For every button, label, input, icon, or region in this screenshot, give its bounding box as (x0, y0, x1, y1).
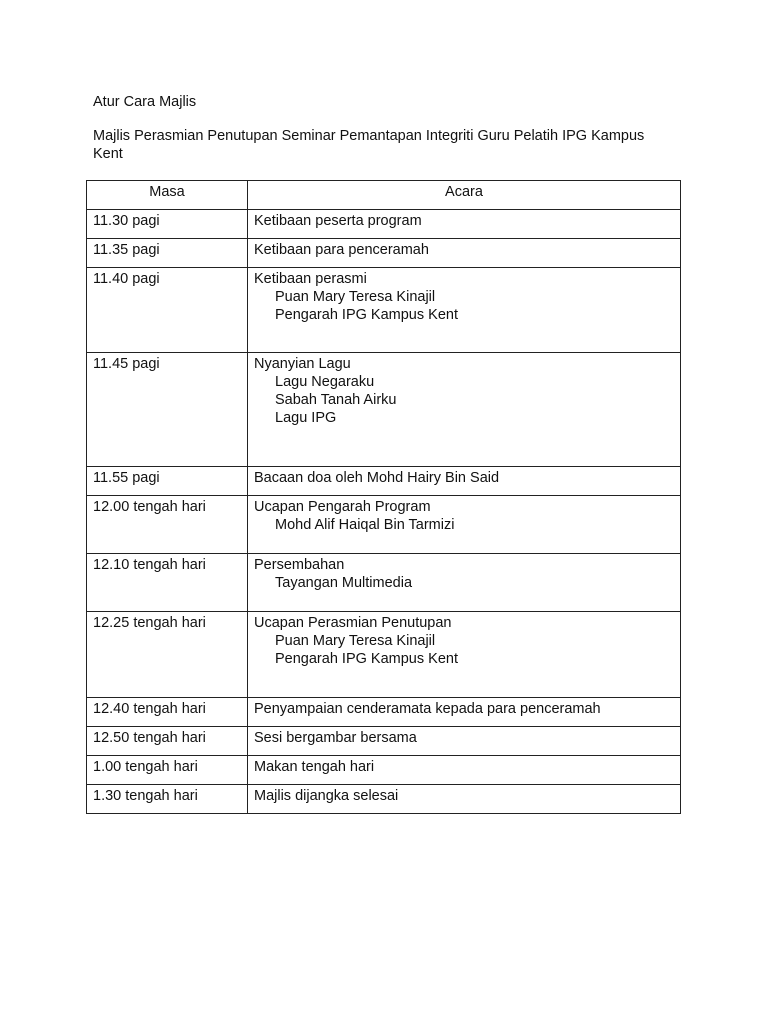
event-cell (248, 353, 681, 467)
event-cell (248, 785, 681, 814)
table-row (87, 467, 681, 496)
event-cell (248, 554, 681, 612)
event-detail: Pengarah IPG Kampus Kent (275, 651, 458, 667)
column-header-acara: Acara (248, 181, 681, 210)
time-cell: 12.10 tengah hari (87, 554, 248, 612)
table-row (87, 785, 681, 814)
table-row (87, 698, 681, 727)
event-title: Persembahan (254, 557, 345, 573)
event-cell (248, 268, 681, 353)
event-cell (248, 467, 681, 496)
time-cell: 12.50 tengah hari (87, 727, 248, 756)
table-row (87, 268, 681, 353)
event-detail: Puan Mary Teresa Kinajil (275, 633, 436, 649)
event-detail: Sabah Tanah Airku (275, 392, 397, 408)
table-row (87, 210, 681, 239)
page-subtitle: Majlis Perasmian Penutupan Seminar Pemantapan Integriti Guru Pelatih IPG Kampus Kent (93, 128, 645, 162)
event-title: Makan tengah hari (254, 759, 375, 775)
event-title: Ucapan Pengarah Program (254, 499, 431, 515)
event-cell (248, 210, 681, 239)
time-cell: 11.35 pagi (87, 239, 248, 268)
event-cell (248, 698, 681, 727)
page-title: Atur Cara Majlis (93, 94, 197, 110)
event-detail: Mohd Alif Haiqal Bin Tarmizi (275, 517, 455, 533)
table-header-row (87, 181, 681, 210)
table-row (87, 756, 681, 785)
table-row (87, 612, 681, 698)
table-row (87, 353, 681, 467)
table-row (87, 496, 681, 554)
time-cell: 11.55 pagi (87, 467, 248, 496)
time-cell: 11.40 pagi (87, 268, 248, 353)
time-cell: 11.45 pagi (87, 353, 248, 467)
event-detail: Tayangan Multimedia (275, 575, 413, 591)
event-cell (248, 496, 681, 554)
agenda-table (86, 180, 681, 814)
event-cell (248, 756, 681, 785)
event-title: Ucapan Perasmian Penutupan (254, 615, 452, 631)
time-cell: 1.00 tengah hari (87, 756, 248, 785)
time-cell: 11.30 pagi (87, 210, 248, 239)
time-cell: 12.40 tengah hari (87, 698, 248, 727)
event-detail: Pengarah IPG Kampus Kent (275, 307, 458, 323)
event-detail: Puan Mary Teresa Kinajil (275, 289, 436, 305)
event-title: Ketibaan perasmi (254, 271, 367, 287)
event-cell (248, 727, 681, 756)
event-title: Bacaan doa oleh Mohd Hairy Bin Said (254, 470, 500, 486)
table-row (87, 239, 681, 268)
event-title: Sesi bergambar bersama (254, 730, 417, 746)
event-detail: Lagu Negaraku (275, 374, 375, 390)
event-title: Ketibaan peserta program (254, 213, 422, 229)
event-cell (248, 612, 681, 698)
table-row (87, 727, 681, 756)
time-cell: 12.00 tengah hari (87, 496, 248, 554)
event-title: Penyampaian cenderamata kepada para penceramah (254, 701, 601, 717)
time-cell: 12.25 tengah hari (87, 612, 248, 698)
event-title: Majlis dijangka selesai (254, 788, 399, 804)
event-cell (248, 239, 681, 268)
event-detail: Lagu IPG (275, 410, 337, 426)
time-cell: 1.30 tengah hari (87, 785, 248, 814)
event-title: Ketibaan para penceramah (254, 242, 429, 258)
column-header-masa: Masa (87, 181, 248, 210)
event-title: Nyanyian Lagu (254, 356, 351, 372)
table-row (87, 554, 681, 612)
